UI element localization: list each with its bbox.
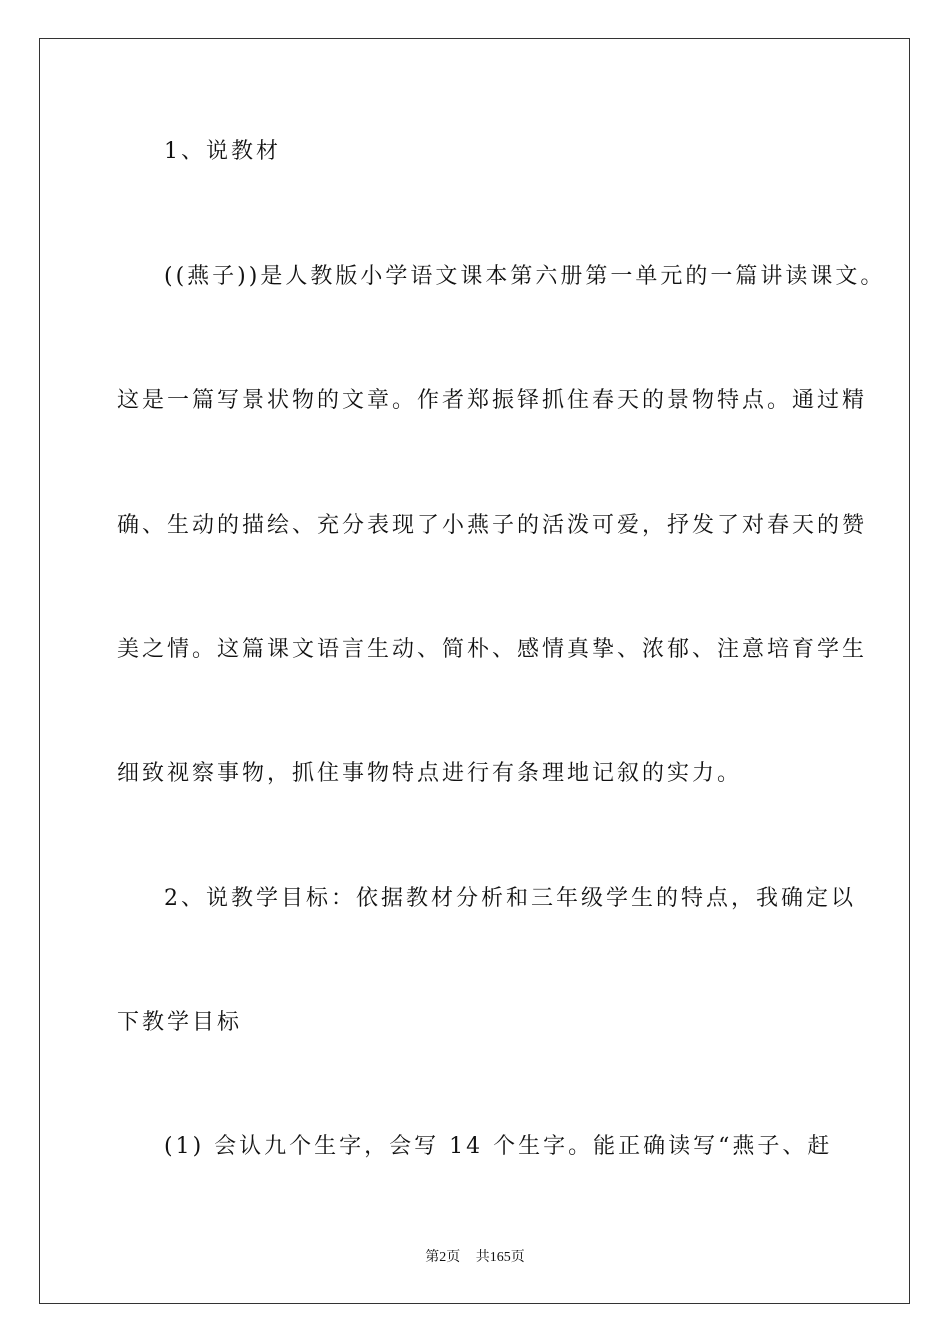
section-heading-goals: 2、说教学目标：依据教材分析和三年级学生的特点，我确定以 [164, 886, 856, 911]
paragraph-line: 确、生动的描绘、充分表现了小燕子的活泼可爱，抒发了对春天的赞 [117, 513, 868, 538]
paragraph-line: ((燕子))是人教版小学语文课本第六册第一单元的一篇讲读课文。 [164, 264, 886, 289]
page-total: 共165页 [475, 1250, 525, 1265]
list-item: (1) 会认九个生字，会写 14 个生字。能正确读写“燕子、赶 [164, 1134, 833, 1159]
paragraph-line: 下教学目标 [117, 1010, 243, 1035]
paragraph-line: 美之情。这篇课文语言生动、简朴、感情真挚、浓郁、注意培育学生 [117, 637, 868, 662]
page-footer [0, 1246, 950, 1266]
paragraph-line: 这是一篇写景状物的文章。作者郑振铎抓住春天的景物特点。通过精 [117, 388, 868, 413]
paragraph-line: 细致视察事物，抓住事物特点进行有条理地记叙的实力。 [117, 761, 743, 786]
page-number: 第2页 [425, 1250, 461, 1265]
page-frame [39, 38, 910, 1304]
section-heading-textbook: 1、说教材 [164, 139, 281, 164]
